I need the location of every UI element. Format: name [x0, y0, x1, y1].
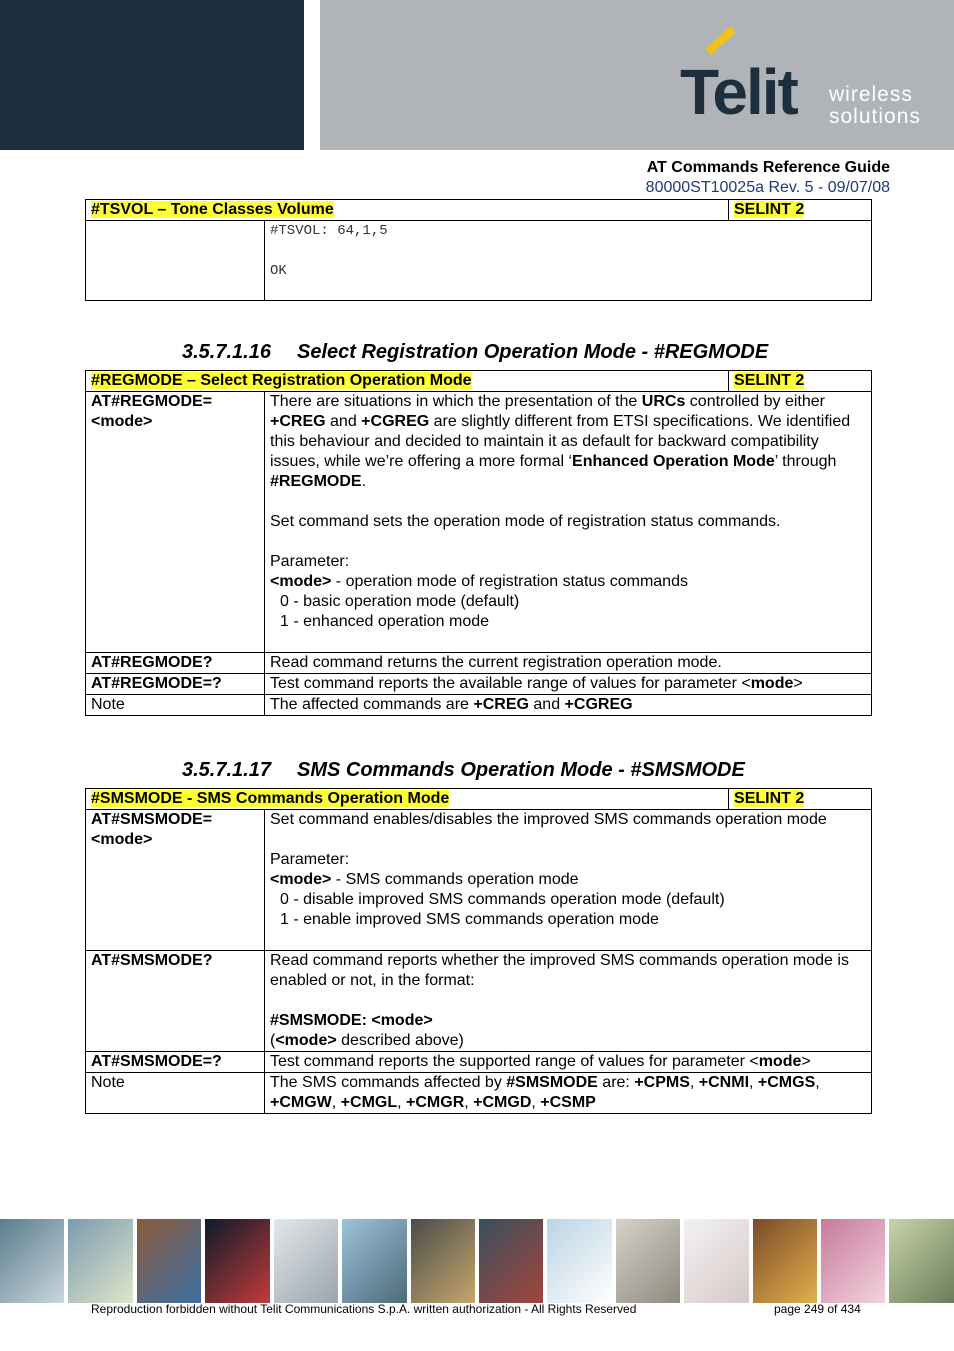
- smsmode-read-desc: Read command reports whether the improved SMS commands operation mode is enabled or not, in the format:: [270, 952, 849, 989]
- footer-photo-camera: [889, 1219, 953, 1303]
- smsmode-section-title: SMS Commands Operation Mode - #SMSMODE: [297, 759, 745, 781]
- footer-photo-traffic: [0, 1219, 64, 1303]
- smsmode-option-1: 1 - enable improved SMS commands operation mode: [280, 911, 659, 928]
- smsmode-set-cmd-cell: [86, 810, 265, 951]
- smsmode-selint: SELINT 2: [734, 790, 805, 807]
- tsvol-example-cell: [265, 221, 872, 301]
- tsvol-ok-line: OK: [270, 263, 287, 279]
- smsmode-section-heading: [182, 759, 745, 782]
- smsmode-read-note: (<mode> described above): [270, 1032, 464, 1049]
- logo-brand: Telit: [680, 56, 797, 128]
- regmode-title-cell: [86, 371, 729, 392]
- header-dark-panel: [0, 0, 304, 150]
- regmode-test-desc: Test command reports the available range of values for parameter <mode>: [265, 674, 872, 695]
- smsmode-param-label: Parameter:: [270, 851, 350, 868]
- regmode-read-desc: Read command returns the current registration operation mode.: [265, 653, 872, 674]
- regmode-set-param: <mode>: [91, 413, 153, 430]
- regmode-option-1: 1 - enhanced operation mode: [280, 613, 490, 630]
- regmode-section-heading: [182, 341, 768, 364]
- smsmode-set-paragraph: Set command enables/disables the improved SMS commands operation mode: [270, 811, 827, 828]
- tsvol-selint-cell: [729, 200, 872, 221]
- smsmode-selint-cell: [729, 789, 872, 810]
- regmode-selint: SELINT 2: [734, 372, 805, 389]
- regmode-section-title: Select Registration Operation Mode - #REGMODE: [297, 341, 769, 363]
- tsvol-title-cell: [86, 200, 729, 221]
- footer-photo-strip: [0, 1219, 954, 1303]
- smsmode-set-param: <mode>: [91, 831, 153, 848]
- footer-page-number: page 249 of 434: [774, 1302, 861, 1316]
- tsvol-selint: SELINT 2: [734, 201, 805, 218]
- tsvol-empty-cell: [86, 221, 265, 301]
- regmode-title: #REGMODE – Select Registration Operation Mode: [91, 372, 472, 389]
- footer-photo-wind: [547, 1219, 611, 1303]
- smsmode-set-cmd: AT#SMSMODE=: [91, 811, 213, 828]
- footer-photo-meter: [616, 1219, 680, 1303]
- regmode-param-label: Parameter:: [270, 553, 350, 570]
- smsmode-section-number: 3.5.7.1.17: [182, 759, 271, 781]
- smsmode-title: #SMSMODE - SMS Commands Operation Mode: [91, 790, 450, 807]
- footer-photo-pos: [411, 1219, 475, 1303]
- logo-tagline-2: solutions: [829, 105, 921, 128]
- footer-photo-phone: [68, 1219, 132, 1303]
- footer-photo-clock: [205, 1219, 269, 1303]
- footer-photo-containers: [137, 1219, 201, 1303]
- tsvol-response-line: #TSVOL: 64,1,5: [270, 223, 388, 239]
- regmode-table: [85, 370, 872, 716]
- footer-photo-cyclist: [342, 1219, 406, 1303]
- smsmode-read-cmd: AT#SMSMODE?: [86, 951, 265, 1052]
- smsmode-table: [85, 788, 872, 1114]
- doc-title: AT Commands Reference Guide: [646, 159, 890, 176]
- regmode-set-desc-cell: [265, 392, 872, 653]
- smsmode-set-desc-cell: [265, 810, 872, 951]
- regmode-read-cmd: AT#REGMODE?: [86, 653, 265, 674]
- doc-revision: 80000ST10025a Rev. 5 - 09/07/08: [645, 179, 890, 196]
- smsmode-test-desc: Test command reports the supported range of values for parameter <mode>: [265, 1052, 872, 1073]
- smsmode-note-text: The SMS commands affected by #SMSMODE are: +CPMS, +CNMI, +CMGS, +CMGW, +CMGL, +CMGR, +CMGD, +CSMP: [265, 1073, 872, 1114]
- footer-photo-vending: [479, 1219, 543, 1303]
- smsmode-read-format: #SMSMODE: <mode>: [270, 1012, 433, 1029]
- regmode-set-cmd-cell: [86, 392, 265, 653]
- smsmode-note-label: Note: [86, 1073, 265, 1114]
- regmode-param-line: <mode> - operation mode of registration status commands: [270, 573, 688, 590]
- regmode-intro-paragraph: There are situations in which the presentation of the URCs controlled by either +CREG and +CGREG are slightly different from ETSI specifications. We identified this behaviour and decided to maintain it as default for backward compatibility issues, while we’re offering a more formal ‘Enhanced Operation Mode’ through #REGMODE.: [270, 393, 851, 490]
- smsmode-read-desc-cell: [265, 951, 872, 1052]
- telit-logo: [676, 48, 936, 138]
- footer-photo-keyboard: [274, 1219, 338, 1303]
- smsmode-title-cell: [86, 789, 729, 810]
- regmode-option-0: 0 - basic operation mode (default): [280, 593, 520, 610]
- smsmode-param-line: <mode> - SMS commands operation mode: [270, 871, 579, 888]
- regmode-section-number: 3.5.7.1.16: [182, 341, 271, 363]
- footer-photo-market: [821, 1219, 885, 1303]
- regmode-selint-cell: [729, 371, 872, 392]
- tsvol-title: #TSVOL – Tone Classes Volume: [91, 201, 334, 218]
- regmode-set-paragraph: Set command sets the operation mode of registration status commands.: [270, 513, 781, 530]
- regmode-note-text: The affected commands are +CREG and +CGREG: [265, 695, 872, 716]
- footer-copyright: Reproduction forbidden without Telit Communications S.p.A. written authorization - All Rights Reserved: [91, 1302, 637, 1316]
- logo-tagline-1: wireless: [829, 83, 913, 106]
- regmode-test-cmd: AT#REGMODE=?: [86, 674, 265, 695]
- footer-photo-laser: [684, 1219, 748, 1303]
- regmode-set-cmd: AT#REGMODE=: [91, 393, 213, 410]
- tsvol-table: [85, 199, 872, 301]
- regmode-note-label: Note: [86, 695, 265, 716]
- smsmode-test-cmd: AT#SMSMODE=?: [86, 1052, 265, 1073]
- footer-photo-people: [753, 1219, 817, 1303]
- smsmode-option-0: 0 - disable improved SMS commands operation mode (default): [280, 891, 725, 908]
